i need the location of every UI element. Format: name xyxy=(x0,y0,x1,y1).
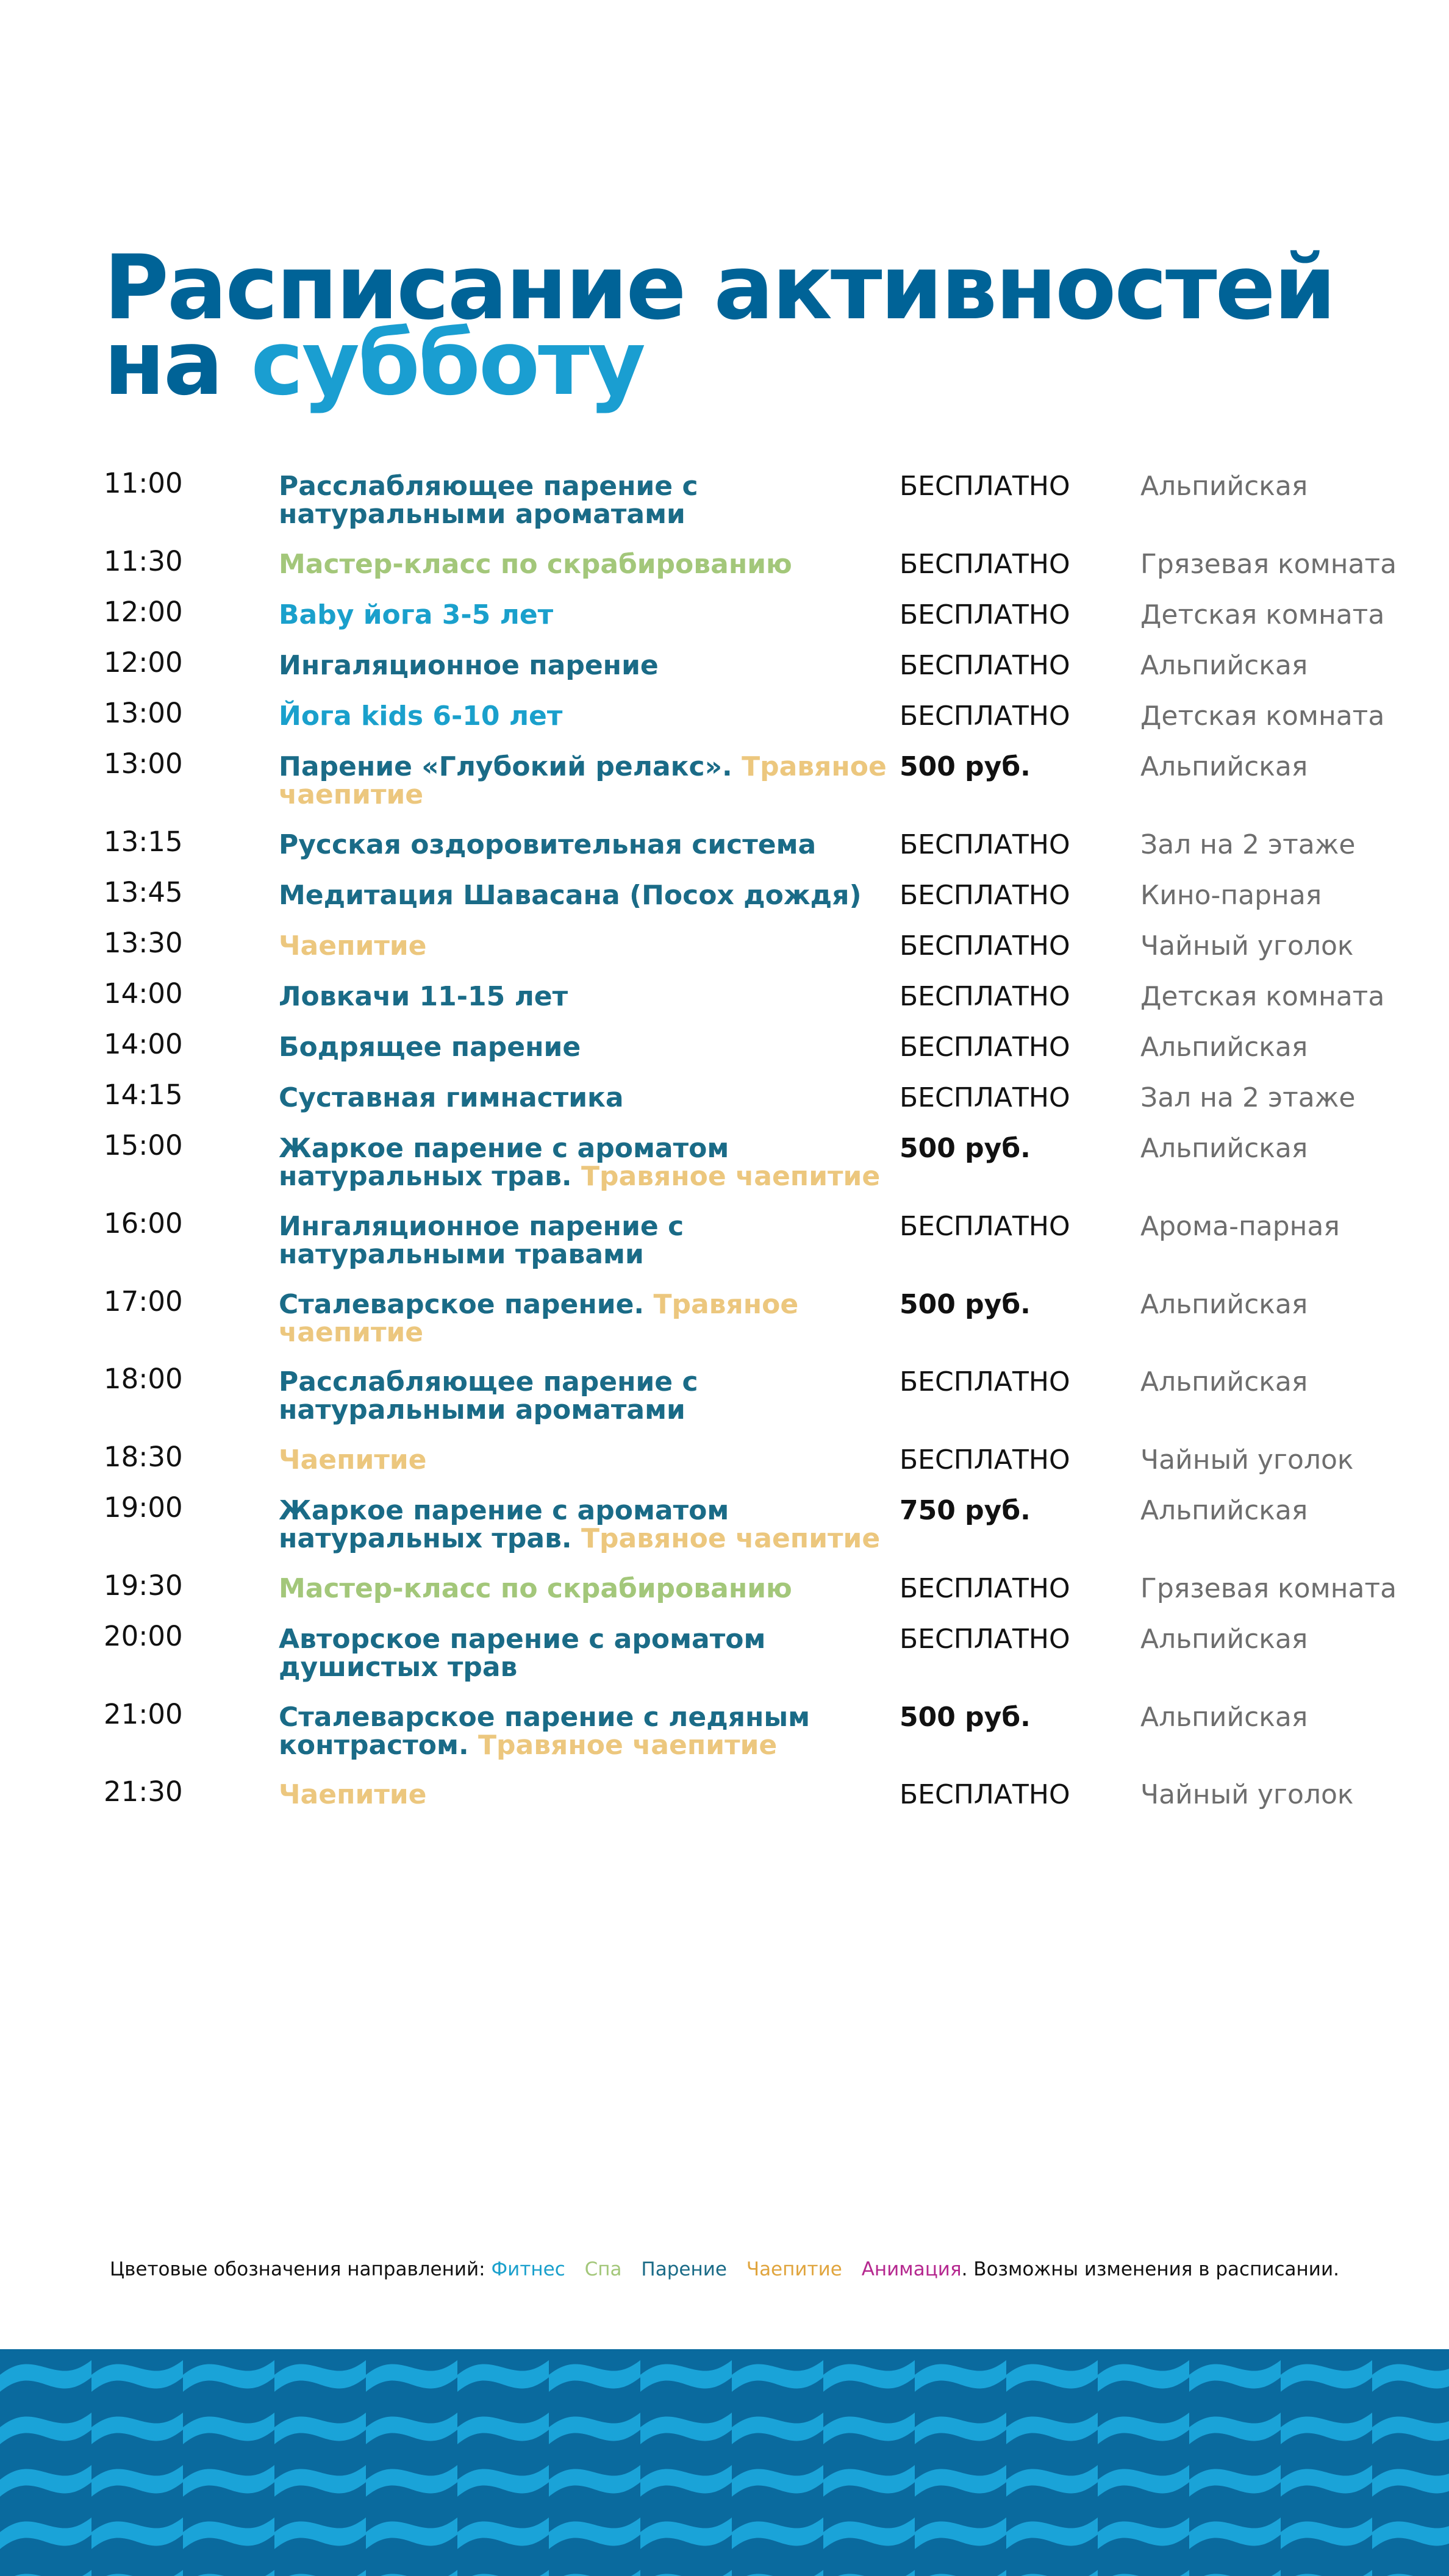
activity-price: БЕСПЛАТНО xyxy=(900,1082,1070,1113)
activity-name xyxy=(279,1033,889,1061)
activity-location: Детская комната xyxy=(1140,981,1385,1012)
activity-location: Арома-парная xyxy=(1140,1211,1340,1242)
activity-name xyxy=(279,1575,889,1603)
activity-title: Йога kids 6-10 лет xyxy=(279,701,563,732)
activity-price: 500 руб. xyxy=(900,1702,1031,1733)
activity-name xyxy=(279,601,889,629)
activity-location: Альпийская xyxy=(1140,1133,1308,1164)
activity-time: 17:00 xyxy=(104,1285,183,1318)
activity-name xyxy=(279,753,889,809)
legend-fitness: Фитнес xyxy=(491,2258,565,2280)
activity-name xyxy=(279,1704,889,1760)
activity-title: Суставная гимнастика xyxy=(279,1082,624,1113)
activity-extra: Травяное чаепитие xyxy=(279,751,887,810)
activity-price: БЕСПЛАТНО xyxy=(900,1624,1070,1655)
activity-extra: Травяное чаепитие xyxy=(478,1730,778,1761)
activity-location: Зал на 2 этаже xyxy=(1140,829,1356,860)
activity-extra: Травяное чаепитие xyxy=(279,1289,799,1348)
activity-location: Зал на 2 этаже xyxy=(1140,1082,1356,1113)
activity-price: БЕСПЛАТНО xyxy=(900,549,1070,580)
activity-name xyxy=(279,983,889,1011)
activity-name xyxy=(279,1291,889,1347)
activity-price: БЕСПЛАТНО xyxy=(900,1444,1070,1475)
color-legend xyxy=(0,2257,1449,2282)
activity-price: БЕСПЛАТНО xyxy=(900,1032,1070,1063)
activity-title: Авторское парение с ароматом душистых трав xyxy=(279,1624,766,1683)
activity-time: 14:00 xyxy=(104,977,183,1010)
activity-title: Ингаляционное парение с натуральными травами xyxy=(279,1211,684,1270)
activity-time: 18:30 xyxy=(104,1441,183,1473)
activity-time: 18:00 xyxy=(104,1363,183,1395)
activity-time: 16:00 xyxy=(104,1207,183,1240)
activity-price: БЕСПЛАТНО xyxy=(900,701,1070,732)
activity-price: 500 руб. xyxy=(900,751,1031,782)
activity-location: Альпийская xyxy=(1140,1289,1308,1320)
activity-location: Альпийская xyxy=(1140,1495,1308,1526)
activity-time: 13:30 xyxy=(104,927,183,959)
activity-title: Ингаляционное парение xyxy=(279,650,659,681)
activity-price: БЕСПЛАТНО xyxy=(900,599,1070,630)
activity-price: БЕСПЛАТНО xyxy=(900,981,1070,1012)
activity-name xyxy=(279,1368,889,1424)
activity-price: БЕСПЛАТНО xyxy=(900,650,1070,681)
activity-title: Жаркое парение с ароматом натуральных трав. xyxy=(279,1495,729,1554)
activity-name xyxy=(279,882,889,910)
activity-name xyxy=(279,932,889,960)
activity-location: Альпийская xyxy=(1140,751,1308,782)
activity-location: Чайный уголок xyxy=(1140,930,1354,962)
legend-prefix: Цветовые обозначения направлений: xyxy=(110,2258,485,2280)
activity-name xyxy=(279,831,889,859)
activity-location: Чайный уголок xyxy=(1140,1779,1354,1810)
activity-location: Детская комната xyxy=(1140,599,1385,630)
activity-title: Расслабляющее парение с натуральными ароматами xyxy=(279,1366,698,1425)
activity-name xyxy=(279,1446,889,1474)
activity-price: БЕСПЛАТНО xyxy=(900,1366,1070,1397)
activity-location: Альпийская xyxy=(1140,471,1308,502)
activity-price: БЕСПЛАТНО xyxy=(900,930,1070,962)
activity-location: Альпийская xyxy=(1140,1366,1308,1397)
activity-time: 15:00 xyxy=(104,1129,183,1161)
legend-suffix: . Возможны изменения в расписании. xyxy=(961,2258,1339,2280)
title-line-2-prefix: на xyxy=(104,312,222,415)
activity-price: 750 руб. xyxy=(900,1495,1031,1526)
activity-location: Грязевая комната xyxy=(1140,1573,1397,1604)
activity-name xyxy=(279,1213,889,1269)
activity-name xyxy=(279,1084,889,1112)
legend-steam: Парение xyxy=(641,2258,727,2280)
activity-location: Альпийская xyxy=(1140,1032,1308,1063)
activity-title: Ловкачи 11-15 лет xyxy=(279,981,568,1012)
activity-price: 500 руб. xyxy=(900,1289,1031,1320)
activity-time: 20:00 xyxy=(104,1620,183,1652)
activity-location: Альпийская xyxy=(1140,1702,1308,1733)
title-line-1: Расписание активностей xyxy=(104,236,1334,340)
activity-time: 12:00 xyxy=(104,646,183,679)
activity-title: Бодрящее парение xyxy=(279,1032,581,1063)
activity-name xyxy=(279,1781,889,1809)
wave-pattern-band xyxy=(0,2349,1449,2576)
activity-time: 11:30 xyxy=(104,545,183,577)
activity-title: Русская оздоровительная система xyxy=(279,829,817,860)
activity-title: Мастер-класс по скрабированию xyxy=(279,549,792,580)
activity-name xyxy=(279,1135,889,1191)
activity-location: Альпийская xyxy=(1140,1624,1308,1655)
activity-title: Сталеварское парение. xyxy=(279,1289,645,1320)
page-title xyxy=(104,236,1334,415)
activity-time: 13:00 xyxy=(104,747,183,780)
activity-price: БЕСПЛАТНО xyxy=(900,1573,1070,1604)
activity-location: Детская комната xyxy=(1140,701,1385,732)
activity-time: 14:00 xyxy=(104,1028,183,1060)
activity-location: Грязевая комната xyxy=(1140,549,1397,580)
legend-spa: Спа xyxy=(584,2258,622,2280)
activity-title: Мастер-класс по скрабированию xyxy=(279,1573,792,1604)
activity-title: Расслабляющее парение с натуральными ароматами xyxy=(279,471,698,530)
activity-extra: Травяное чаепитие xyxy=(581,1523,881,1554)
activity-price: БЕСПЛАТНО xyxy=(900,1211,1070,1242)
activity-title: Baby йога 3-5 лет xyxy=(279,599,554,630)
activity-name xyxy=(279,551,889,579)
activity-price: БЕСПЛАТНО xyxy=(900,1779,1070,1810)
activity-time: 19:30 xyxy=(104,1569,183,1602)
activity-price: БЕСПЛАТНО xyxy=(900,829,1070,860)
activity-price: БЕСПЛАТНО xyxy=(900,471,1070,502)
activity-location: Альпийская xyxy=(1140,650,1308,681)
activity-title: Парение «Глубокий релакс». xyxy=(279,751,732,782)
activity-time: 13:45 xyxy=(104,876,183,908)
activity-time: 13:15 xyxy=(104,826,183,858)
activity-title: Жаркое парение с ароматом натуральных трав. xyxy=(279,1133,729,1192)
activity-title: Сталеварское парение с ледяным контрастом. xyxy=(279,1702,810,1761)
activity-name xyxy=(279,652,889,680)
legend-animation: Анимация xyxy=(861,2258,962,2280)
activity-location: Чайный уголок xyxy=(1140,1444,1354,1475)
activity-time: 19:00 xyxy=(104,1491,183,1524)
activity-location: Кино-парная xyxy=(1140,880,1322,911)
activity-price: БЕСПЛАТНО xyxy=(900,880,1070,911)
activity-time: 11:00 xyxy=(104,467,183,499)
activity-title: Чаепитие xyxy=(279,1444,427,1475)
activity-time: 14:15 xyxy=(104,1079,183,1111)
activity-name xyxy=(279,702,889,730)
activity-time: 21:30 xyxy=(104,1775,183,1808)
activity-extra: Травяное чаепитие xyxy=(581,1161,881,1192)
activity-title: Медитация Шавасана (Посох дождя) xyxy=(279,880,862,911)
activity-title: Чаепитие xyxy=(279,1779,427,1810)
activity-title: Чаепитие xyxy=(279,930,427,962)
activity-price: 500 руб. xyxy=(900,1133,1031,1164)
activity-time: 13:00 xyxy=(104,697,183,729)
activity-time: 21:00 xyxy=(104,1698,183,1730)
activity-name xyxy=(279,1625,889,1682)
title-line-2-accent: субботу xyxy=(251,312,644,415)
activity-time: 12:00 xyxy=(104,596,183,628)
activity-name xyxy=(279,473,889,529)
legend-tea: Чаепитие xyxy=(746,2258,842,2280)
activity-name xyxy=(279,1497,889,1553)
